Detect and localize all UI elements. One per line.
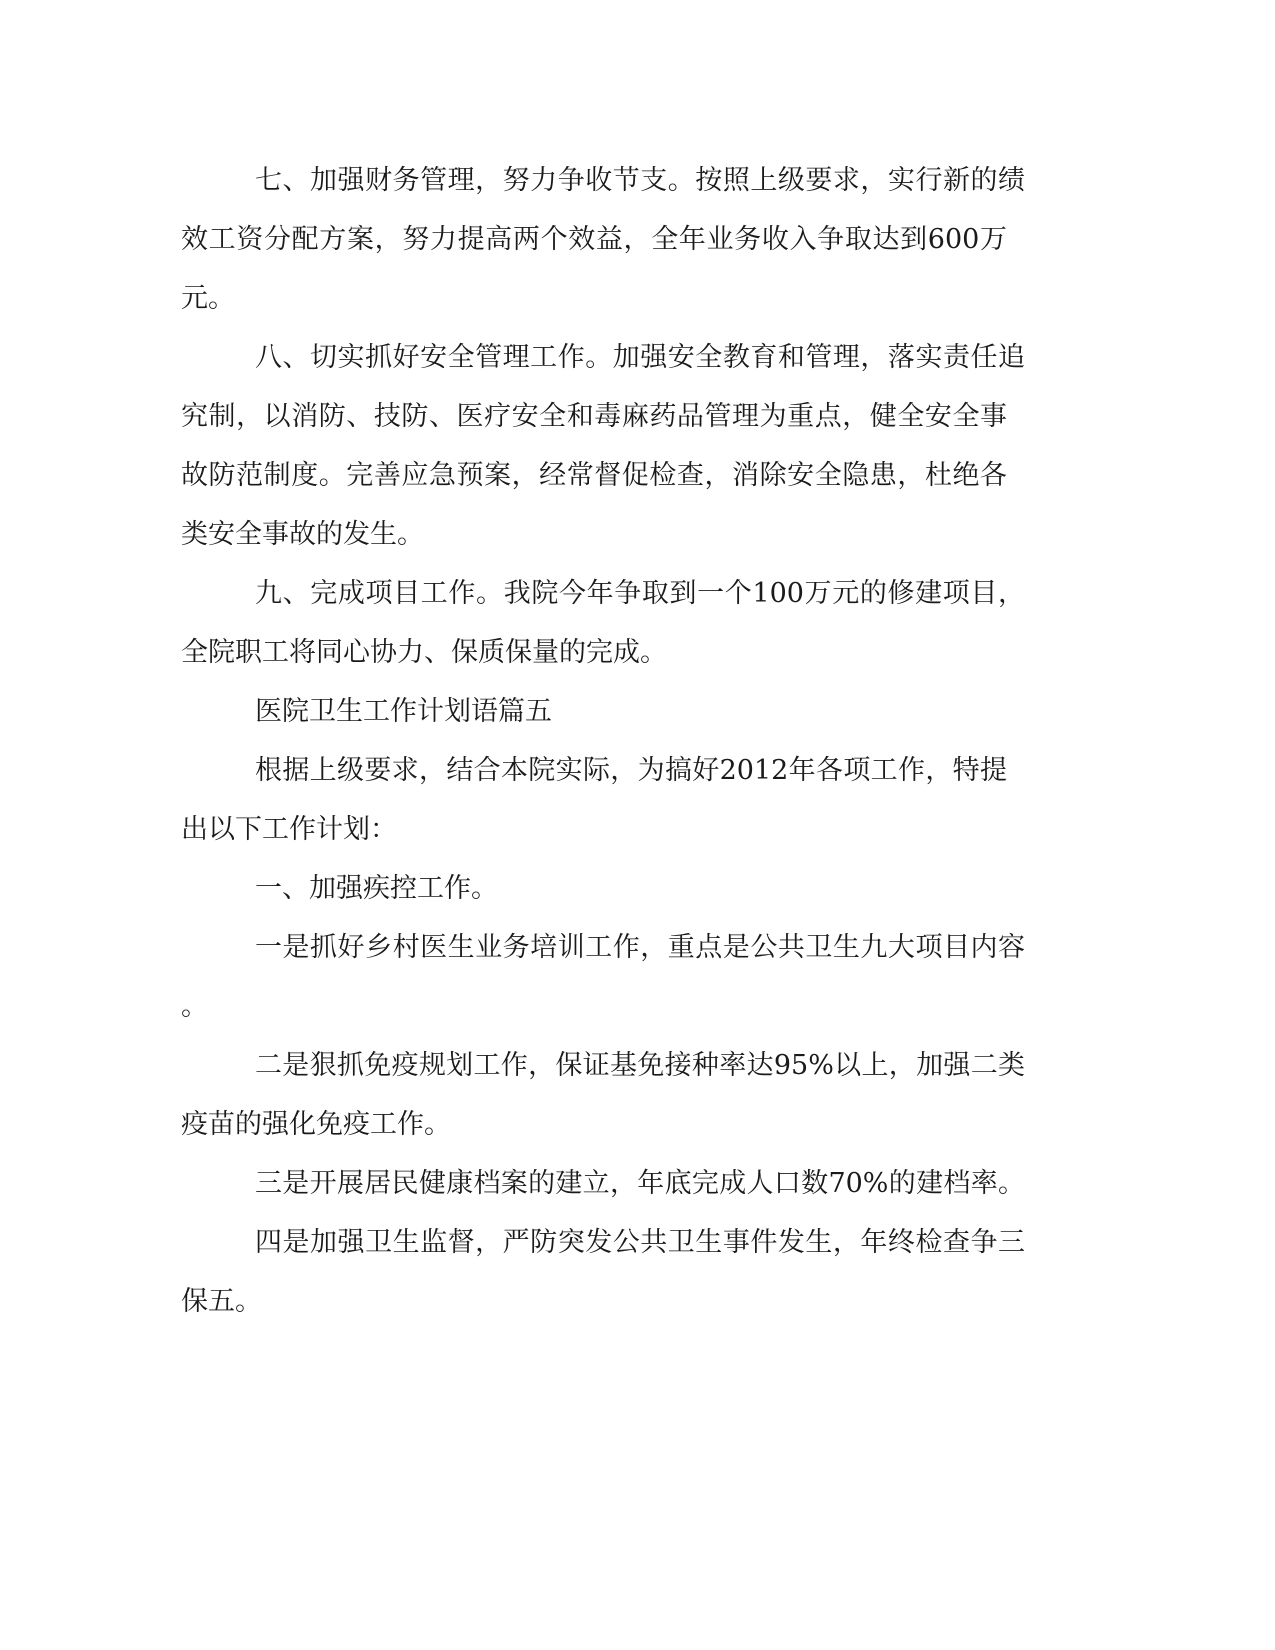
item-4-line-2: 保五。 xyxy=(181,1286,262,1317)
item-1-line-2: 。 xyxy=(181,991,208,1022)
section-heading: 医院卫生工作计划语篇五 xyxy=(255,696,552,727)
paragraph-8-line-1: 八、切实抓好安全管理工作。加强安全教育和管理，落实责任追 xyxy=(255,342,1025,373)
item-1-line-1: 一是抓好乡村医生业务培训工作，重点是公共卫生九大项目内容 xyxy=(255,932,1025,963)
subheading-disease-control: 一、加强疾控工作。 xyxy=(255,873,498,904)
item-2-line-2: 疫苗的强化免疫工作。 xyxy=(181,1109,451,1140)
item-4-line-1: 四是加强卫生监督，严防突发公共卫生事件发生，年终检查争三 xyxy=(255,1227,1025,1258)
intro-line-1: 根据上级要求，结合本院实际，为搞好2012年各项工作，特提 xyxy=(255,755,1007,786)
paragraph-9-line-1: 九、完成项目工作。我院今年争取到一个100万元的修建项目， xyxy=(255,578,1025,609)
intro-line-2: 出以下工作计划： xyxy=(181,814,397,845)
paragraph-7-line-2: 效工资分配方案，努力提高两个效益，全年业务收入争取达到600万 xyxy=(181,224,1007,255)
paragraph-8-line-3: 故防范制度。完善应急预案，经常督促检查，消除安全隐患，杜绝各 xyxy=(181,460,1007,491)
paragraph-8-line-4: 类安全事故的发生。 xyxy=(181,519,424,550)
paragraph-8-line-2: 究制，以消防、技防、医疗安全和毒麻药品管理为重点，健全安全事 xyxy=(181,401,1007,432)
item-3-line-1: 三是开展居民健康档案的建立，年底完成人口数70%的建档率。 xyxy=(255,1168,1025,1199)
paragraph-9-line-2: 全院职工将同心协力、保质保量的完成。 xyxy=(181,637,667,668)
paragraph-7-line-1: 七、加强财务管理，努力争收节支。按照上级要求，实行新的绩 xyxy=(255,165,1025,196)
paragraph-7-line-3: 元。 xyxy=(181,283,235,314)
item-2-line-1: 二是狠抓免疫规划工作，保证基免接种率达95%以上，加强二类 xyxy=(255,1050,1025,1081)
